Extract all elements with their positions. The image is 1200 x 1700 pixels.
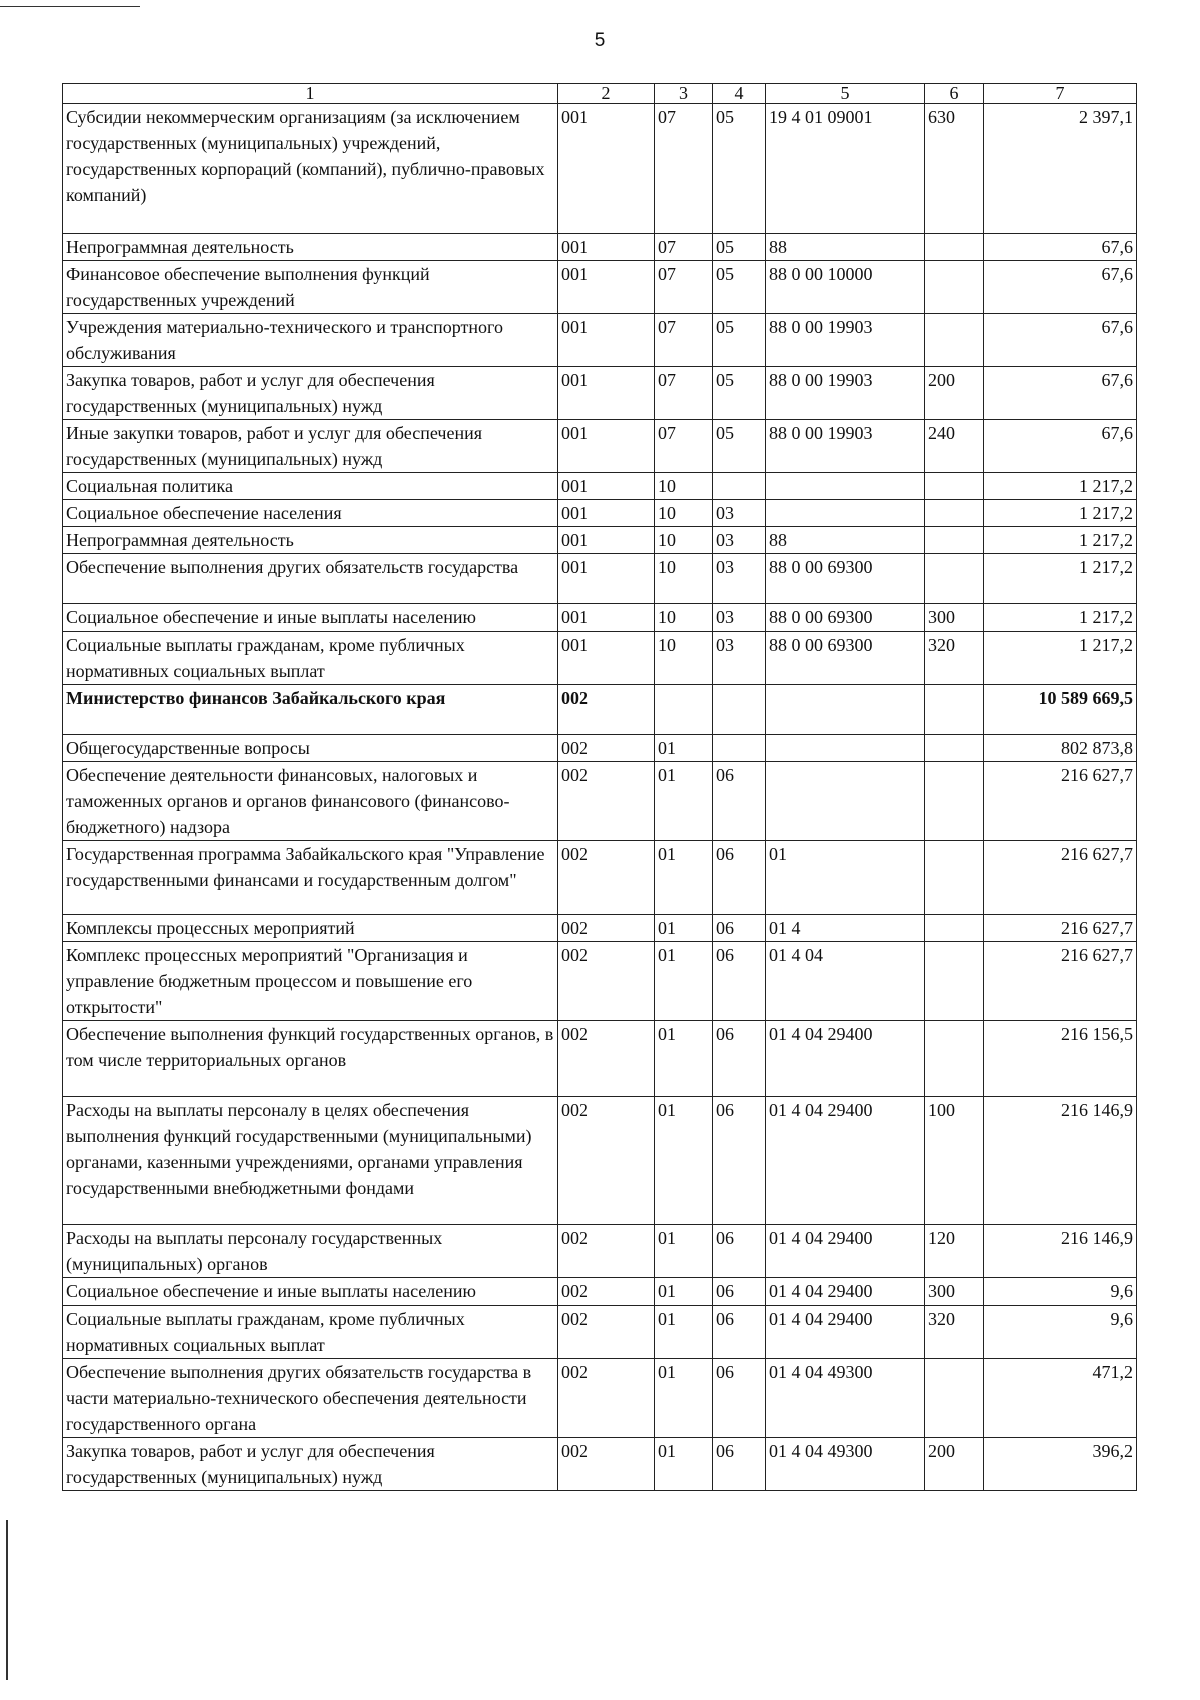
row-code-5: 01 4 04 29400 xyxy=(766,1306,925,1359)
row-code-2: 001 xyxy=(558,554,655,604)
row-amount: 802 873,8 xyxy=(984,735,1137,762)
page-number: 5 xyxy=(594,30,606,51)
row-code-3: 07 xyxy=(655,367,713,420)
row-amount: 1 217,2 xyxy=(984,500,1137,527)
row-code-2: 001 xyxy=(558,367,655,420)
row-code-3: 07 xyxy=(655,261,713,314)
row-code-4: 05 xyxy=(713,367,766,420)
row-code-6: 300 xyxy=(925,1278,984,1306)
row-code-5: 88 0 00 19903 xyxy=(766,314,925,367)
row-code-5: 88 0 00 10000 xyxy=(766,261,925,314)
table-body xyxy=(63,104,1137,1491)
table-row xyxy=(63,420,1137,473)
row-code-6: 200 xyxy=(925,1438,984,1491)
row-amount: 216 146,9 xyxy=(984,1097,1137,1225)
row-amount: 67,6 xyxy=(984,261,1137,314)
column-header: 4 xyxy=(713,84,766,104)
row-code-6 xyxy=(925,234,984,261)
row-code-2: 001 xyxy=(558,234,655,261)
row-code-2: 001 xyxy=(558,314,655,367)
row-code-4: 06 xyxy=(713,841,766,915)
row-code-4: 06 xyxy=(713,942,766,1021)
row-code-4: 03 xyxy=(713,632,766,685)
row-code-6: 240 xyxy=(925,420,984,473)
row-code-3: 10 xyxy=(655,500,713,527)
column-header: 5 xyxy=(766,84,925,104)
row-code-4: 06 xyxy=(713,1097,766,1225)
row-name: Комплексы процессных мероприятий xyxy=(63,915,558,942)
row-amount: 10 589 669,5 xyxy=(984,685,1137,735)
table-header-row xyxy=(63,84,1137,104)
table-row xyxy=(63,632,1137,685)
row-code-4: 06 xyxy=(713,1278,766,1306)
row-code-6: 630 xyxy=(925,104,984,234)
column-header: 7 xyxy=(984,84,1137,104)
row-name: Социальное обеспечение и иные выплаты населению xyxy=(63,1278,558,1306)
row-code-3: 10 xyxy=(655,632,713,685)
row-amount: 67,6 xyxy=(984,234,1137,261)
row-code-2: 002 xyxy=(558,1306,655,1359)
row-code-6: 320 xyxy=(925,1306,984,1359)
row-code-6 xyxy=(925,735,984,762)
row-code-5: 01 xyxy=(766,841,925,915)
column-header: 6 xyxy=(925,84,984,104)
row-amount: 67,6 xyxy=(984,314,1137,367)
row-name: Субсидии некоммерческим организациям (за исключением государственных (муниципальных) учреждений, государственных корпораций (компаний), публично-правовых компаний) xyxy=(63,104,558,234)
scan-border-top xyxy=(0,6,140,7)
table-row xyxy=(63,841,1137,915)
row-name: Обеспечение выполнения других обязательств государства в части материально-технического обеспечения деятельности государственного органа xyxy=(63,1359,558,1438)
row-code-5: 01 4 xyxy=(766,915,925,942)
row-code-4: 05 xyxy=(713,261,766,314)
row-code-3: 10 xyxy=(655,554,713,604)
row-code-5: 88 0 00 19903 xyxy=(766,420,925,473)
row-code-3: 01 xyxy=(655,942,713,1021)
row-name: Обеспечение деятельности финансовых, налоговых и таможенных органов и органов финансового (финансово-бюджетного) надзора xyxy=(63,762,558,841)
row-code-2: 002 xyxy=(558,1021,655,1097)
row-code-6 xyxy=(925,1021,984,1097)
row-code-6 xyxy=(925,473,984,500)
row-code-6 xyxy=(925,261,984,314)
row-code-4: 06 xyxy=(713,915,766,942)
row-code-4: 06 xyxy=(713,1359,766,1438)
row-amount: 216 146,9 xyxy=(984,1225,1137,1278)
row-name: Закупка товаров, работ и услуг для обеспечения государственных (муниципальных) нужд xyxy=(63,367,558,420)
table-row xyxy=(63,1021,1137,1097)
row-code-5: 01 4 04 xyxy=(766,942,925,1021)
row-code-3: 01 xyxy=(655,915,713,942)
row-amount: 2 397,1 xyxy=(984,104,1137,234)
row-code-2: 002 xyxy=(558,1438,655,1491)
row-code-5: 88 xyxy=(766,234,925,261)
row-code-4: 05 xyxy=(713,234,766,261)
row-code-5: 88 0 00 69300 xyxy=(766,632,925,685)
row-amount: 471,2 xyxy=(984,1359,1137,1438)
row-name: Непрограммная деятельность xyxy=(63,527,558,554)
row-name: Комплекс процессных мероприятий "Организация и управление бюджетным процессом и повышение его открытости" xyxy=(63,942,558,1021)
row-name: Расходы на выплаты персоналу в целях обеспечения выполнения функций государственными (муниципальными) органами, казенными учреждениями, органами управления государственными внебюджетными фондами xyxy=(63,1097,558,1225)
row-amount: 1 217,2 xyxy=(984,554,1137,604)
row-code-4: 06 xyxy=(713,1438,766,1491)
table-row xyxy=(63,104,1137,234)
row-code-5: 88 xyxy=(766,527,925,554)
row-code-2: 002 xyxy=(558,1225,655,1278)
row-code-6 xyxy=(925,942,984,1021)
row-amount: 1 217,2 xyxy=(984,473,1137,500)
row-code-2: 002 xyxy=(558,1278,655,1306)
row-code-5: 01 4 04 29400 xyxy=(766,1021,925,1097)
row-code-3: 10 xyxy=(655,473,713,500)
row-amount: 1 217,2 xyxy=(984,632,1137,685)
row-name: Непрограммная деятельность xyxy=(63,234,558,261)
row-code-2: 002 xyxy=(558,915,655,942)
row-name: Обеспечение выполнения других обязательств государства xyxy=(63,554,558,604)
row-code-5 xyxy=(766,500,925,527)
row-code-3: 07 xyxy=(655,234,713,261)
row-code-3: 01 xyxy=(655,1306,713,1359)
row-name: Общегосударственные вопросы xyxy=(63,735,558,762)
row-code-3: 10 xyxy=(655,527,713,554)
row-code-2: 002 xyxy=(558,841,655,915)
row-code-3: 01 xyxy=(655,1097,713,1225)
table-row xyxy=(63,314,1137,367)
row-code-3: 01 xyxy=(655,762,713,841)
row-code-6: 200 xyxy=(925,367,984,420)
table-row xyxy=(63,1097,1137,1225)
scan-border-left xyxy=(6,1520,8,1680)
row-code-2: 002 xyxy=(558,1359,655,1438)
row-code-6: 120 xyxy=(925,1225,984,1278)
row-code-6 xyxy=(925,1359,984,1438)
table-row xyxy=(63,1359,1137,1438)
row-code-2: 001 xyxy=(558,420,655,473)
row-code-6 xyxy=(925,500,984,527)
table-row xyxy=(63,735,1137,762)
row-code-4: 05 xyxy=(713,420,766,473)
budget-table xyxy=(62,83,1137,1491)
row-code-3: 01 xyxy=(655,1359,713,1438)
row-code-2: 002 xyxy=(558,735,655,762)
row-code-5 xyxy=(766,473,925,500)
row-amount: 67,6 xyxy=(984,367,1137,420)
row-code-2: 002 xyxy=(558,1097,655,1225)
row-code-4: 03 xyxy=(713,500,766,527)
row-code-6 xyxy=(925,915,984,942)
row-name: Государственная программа Забайкальского края "Управление государственными финансами и государственным долгом" xyxy=(63,841,558,915)
row-code-2: 002 xyxy=(558,685,655,735)
row-code-4: 03 xyxy=(713,604,766,632)
table-row xyxy=(63,915,1137,942)
row-code-2: 001 xyxy=(558,500,655,527)
row-name: Социальное обеспечение и иные выплаты населению xyxy=(63,604,558,632)
row-code-6: 300 xyxy=(925,604,984,632)
table-row xyxy=(63,234,1137,261)
row-code-6 xyxy=(925,841,984,915)
row-name: Социальные выплаты гражданам, кроме публичных нормативных социальных выплат xyxy=(63,632,558,685)
row-code-4 xyxy=(713,473,766,500)
row-code-3: 01 xyxy=(655,1438,713,1491)
table-row xyxy=(63,942,1137,1021)
column-header: 1 xyxy=(63,84,558,104)
row-amount: 396,2 xyxy=(984,1438,1137,1491)
table-row xyxy=(63,500,1137,527)
row-name: Финансовое обеспечение выполнения функций государственных учреждений xyxy=(63,261,558,314)
table-row xyxy=(63,1306,1137,1359)
row-code-4 xyxy=(713,735,766,762)
row-code-5: 01 4 04 29400 xyxy=(766,1225,925,1278)
row-code-3: 01 xyxy=(655,1021,713,1097)
row-code-5: 01 4 04 29400 xyxy=(766,1097,925,1225)
row-code-6: 320 xyxy=(925,632,984,685)
row-code-5: 88 0 00 69300 xyxy=(766,604,925,632)
row-name: Министерство финансов Забайкальского края xyxy=(63,685,558,735)
row-code-4: 06 xyxy=(713,1225,766,1278)
row-code-5: 01 4 04 49300 xyxy=(766,1359,925,1438)
row-code-4: 05 xyxy=(713,314,766,367)
table-row xyxy=(63,527,1137,554)
row-code-5: 01 4 04 29400 xyxy=(766,1278,925,1306)
row-code-3: 01 xyxy=(655,735,713,762)
table-row xyxy=(63,762,1137,841)
row-code-6 xyxy=(925,762,984,841)
table-row xyxy=(63,1438,1137,1491)
row-code-5 xyxy=(766,762,925,841)
row-code-3: 01 xyxy=(655,1225,713,1278)
row-code-2: 001 xyxy=(558,632,655,685)
row-code-4: 06 xyxy=(713,762,766,841)
row-code-2: 002 xyxy=(558,762,655,841)
row-name: Иные закупки товаров, работ и услуг для обеспечения государственных (муниципальных) нужд xyxy=(63,420,558,473)
row-code-2: 001 xyxy=(558,261,655,314)
row-amount: 9,6 xyxy=(984,1306,1137,1359)
row-name: Обеспечение выполнения функций государственных органов, в том числе территориальных органов xyxy=(63,1021,558,1097)
row-code-2: 001 xyxy=(558,473,655,500)
row-amount: 9,6 xyxy=(984,1278,1137,1306)
row-code-6 xyxy=(925,685,984,735)
row-code-4: 05 xyxy=(713,104,766,234)
row-amount: 216 627,7 xyxy=(984,841,1137,915)
table-row xyxy=(63,685,1137,735)
row-name: Расходы на выплаты персоналу государственных (муниципальных) органов xyxy=(63,1225,558,1278)
row-code-2: 001 xyxy=(558,527,655,554)
row-code-4: 03 xyxy=(713,527,766,554)
table-row xyxy=(63,554,1137,604)
row-amount: 216 156,5 xyxy=(984,1021,1137,1097)
table-row xyxy=(63,473,1137,500)
row-code-3: 07 xyxy=(655,420,713,473)
row-code-4 xyxy=(713,685,766,735)
row-code-2: 001 xyxy=(558,104,655,234)
column-header: 2 xyxy=(558,84,655,104)
row-amount: 216 627,7 xyxy=(984,942,1137,1021)
row-code-6 xyxy=(925,527,984,554)
row-amount: 1 217,2 xyxy=(984,527,1137,554)
row-amount: 1 217,2 xyxy=(984,604,1137,632)
row-code-6 xyxy=(925,314,984,367)
row-name: Социальное обеспечение населения xyxy=(63,500,558,527)
table-row xyxy=(63,1225,1137,1278)
row-code-3: 01 xyxy=(655,1278,713,1306)
table-row xyxy=(63,1278,1137,1306)
row-amount: 216 627,7 xyxy=(984,762,1137,841)
row-code-4: 03 xyxy=(713,554,766,604)
row-name: Социальные выплаты гражданам, кроме публичных нормативных социальных выплат xyxy=(63,1306,558,1359)
table-row xyxy=(63,261,1137,314)
table-row xyxy=(63,367,1137,420)
row-name: Социальная политика xyxy=(63,473,558,500)
row-code-3: 07 xyxy=(655,314,713,367)
row-code-4: 06 xyxy=(713,1021,766,1097)
row-code-2: 002 xyxy=(558,942,655,1021)
row-code-6: 100 xyxy=(925,1097,984,1225)
row-code-3: 01 xyxy=(655,841,713,915)
row-code-3 xyxy=(655,685,713,735)
row-code-2: 001 xyxy=(558,604,655,632)
row-code-5 xyxy=(766,685,925,735)
row-name: Учреждения материально-технического и транспортного обслуживания xyxy=(63,314,558,367)
row-code-6 xyxy=(925,554,984,604)
row-amount: 216 627,7 xyxy=(984,915,1137,942)
row-code-5: 19 4 01 09001 xyxy=(766,104,925,234)
row-name: Закупка товаров, работ и услуг для обеспечения государственных (муниципальных) нужд xyxy=(63,1438,558,1491)
column-header: 3 xyxy=(655,84,713,104)
row-code-5: 88 0 00 19903 xyxy=(766,367,925,420)
row-code-4: 06 xyxy=(713,1306,766,1359)
table-row xyxy=(63,604,1137,632)
row-amount: 67,6 xyxy=(984,420,1137,473)
row-code-3: 10 xyxy=(655,604,713,632)
row-code-3: 07 xyxy=(655,104,713,234)
row-code-5: 01 4 04 49300 xyxy=(766,1438,925,1491)
row-code-5 xyxy=(766,735,925,762)
row-code-5: 88 0 00 69300 xyxy=(766,554,925,604)
